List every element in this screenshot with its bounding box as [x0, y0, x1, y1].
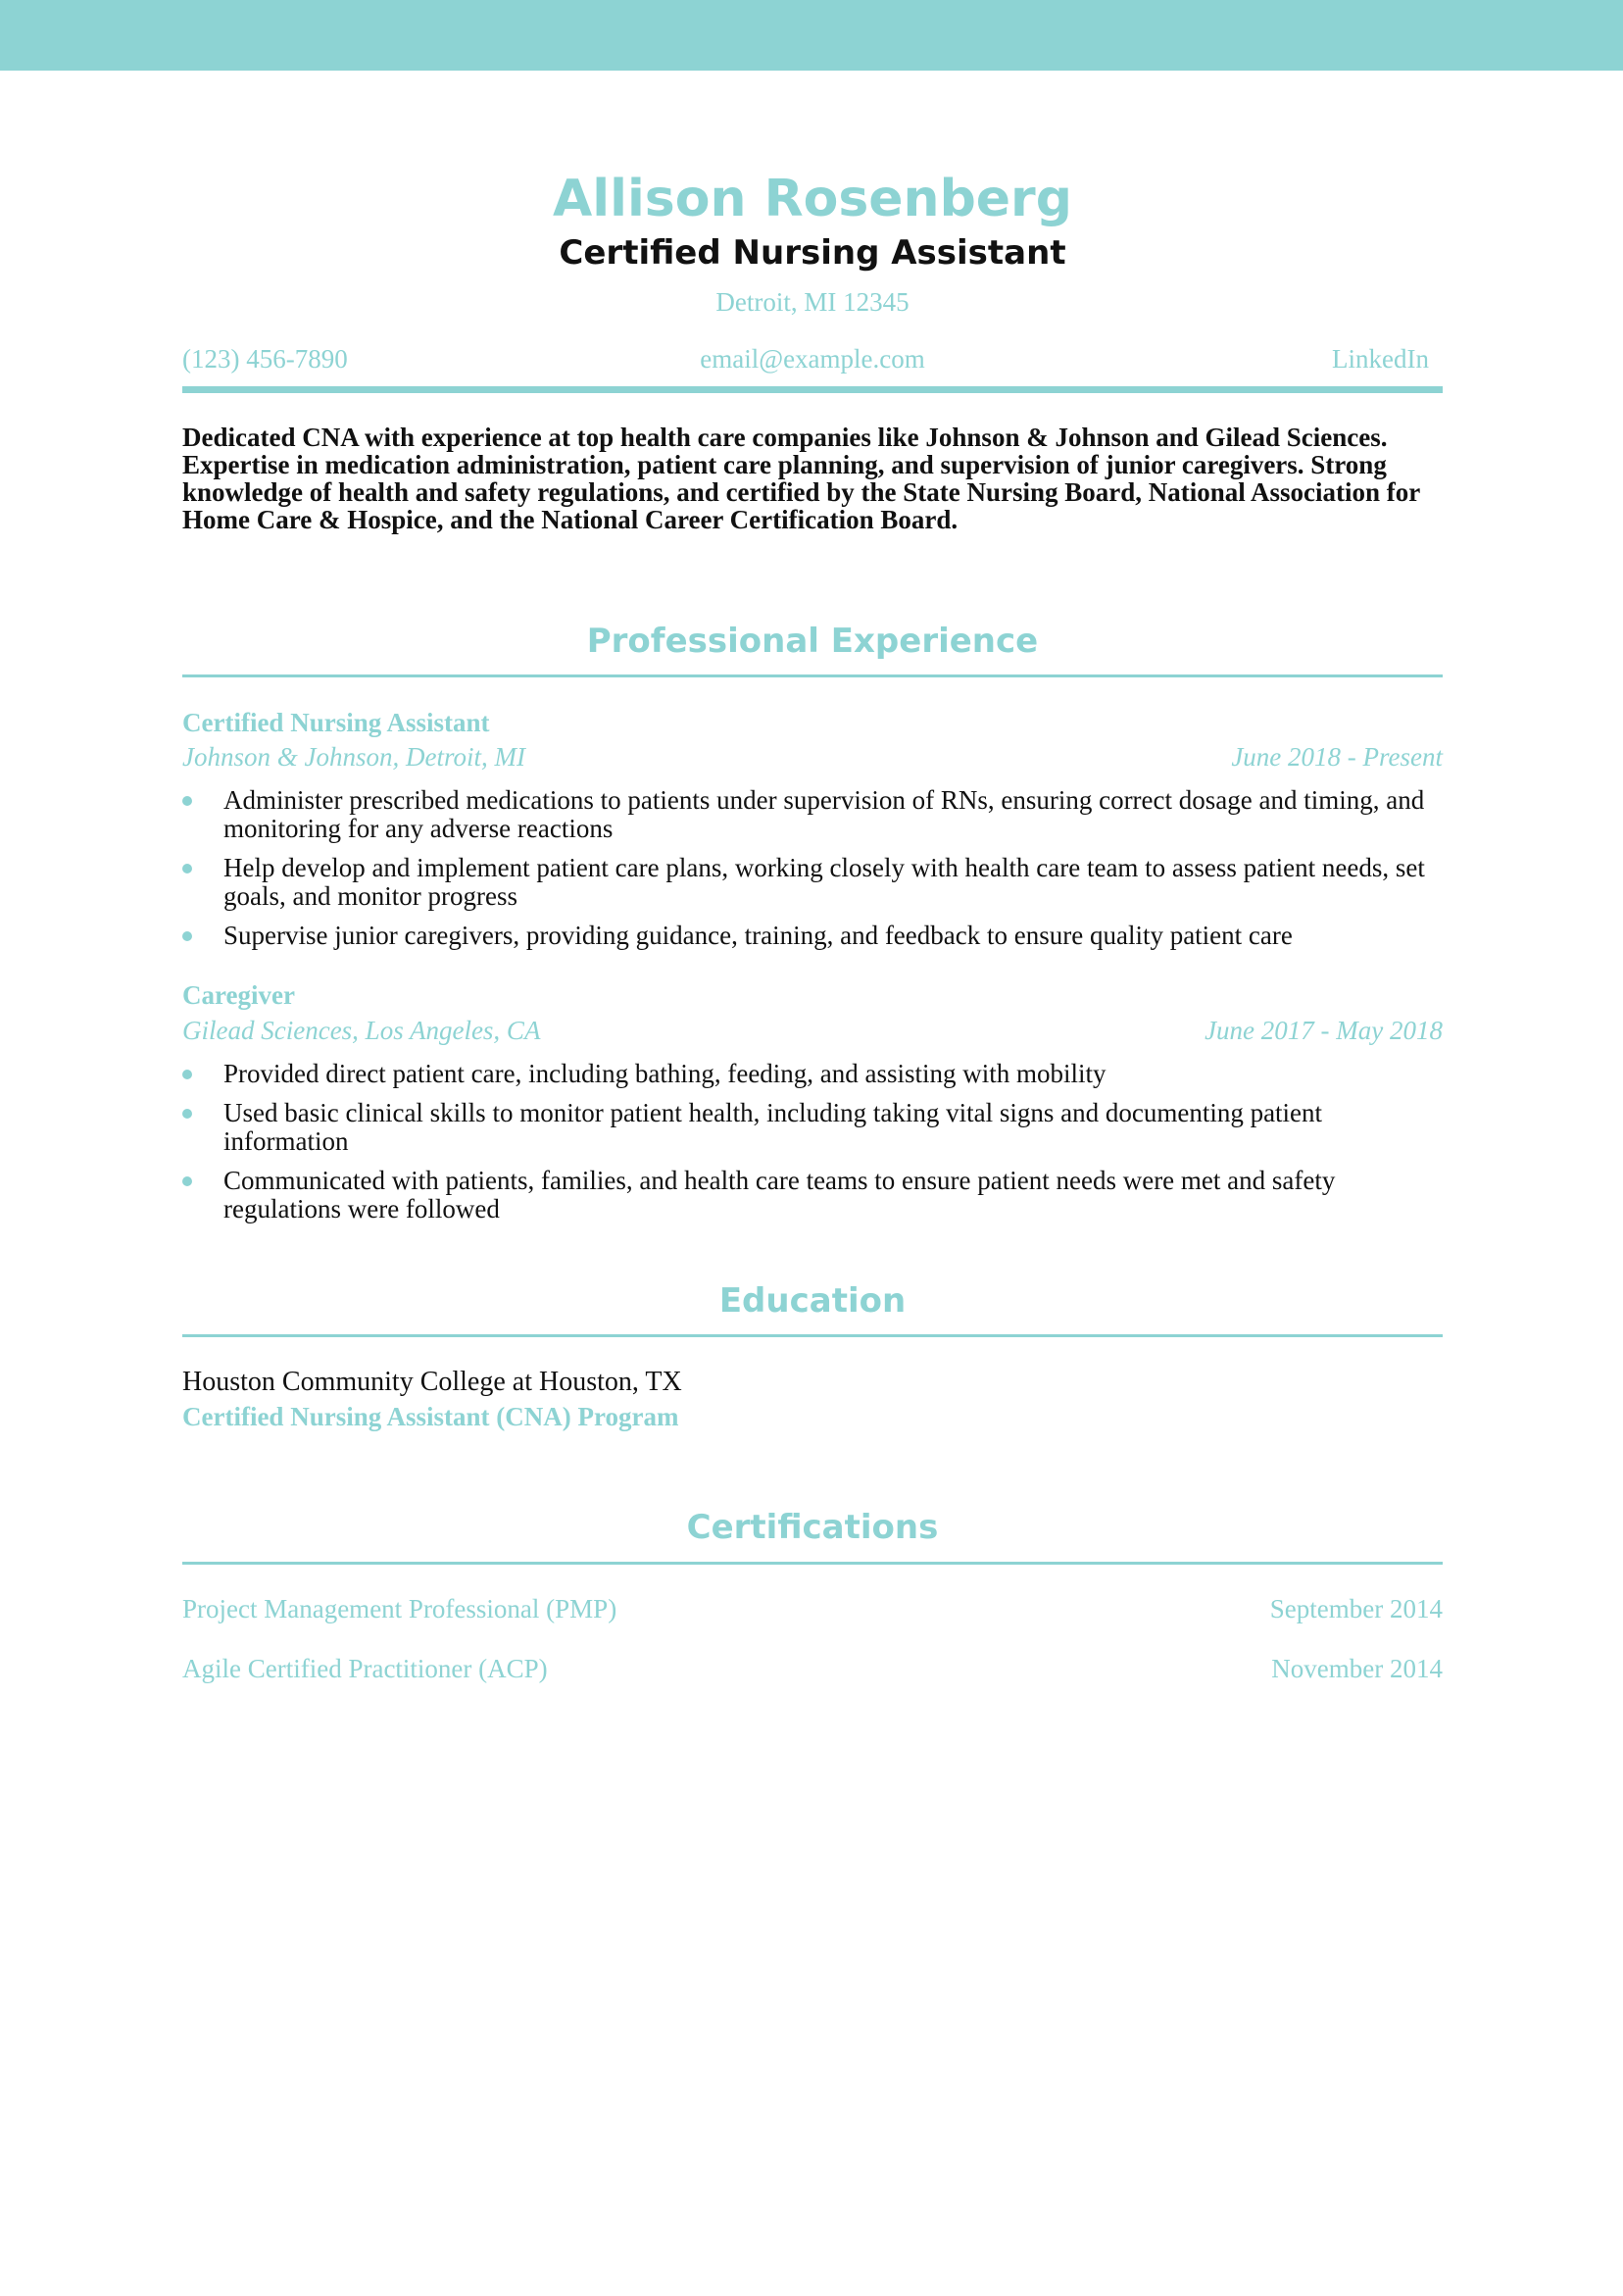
section-divider-education [182, 1334, 1443, 1337]
candidate-name: Allison Rosenberg [553, 170, 1072, 228]
bullet-dot-icon [182, 796, 192, 806]
list-item [182, 922, 1443, 950]
bullet-text: Communicated with patients, families, and health care teams to ensure patient needs were met and safety regulations were followed [223, 1166, 1336, 1223]
job-bullets [182, 1060, 1443, 1234]
bullet-dot-icon [182, 1109, 192, 1119]
bullet-dot-icon [182, 864, 192, 873]
section-divider-experience [182, 674, 1443, 677]
header-divider [182, 386, 1443, 393]
candidate-location: Detroit, MI 12345 [715, 287, 910, 317]
top-accent-band [0, 0, 1623, 71]
list-item [182, 1060, 1443, 1088]
certification-date: September 2014 [1269, 1594, 1443, 1623]
linkedin-link[interactable]: LinkedIn [1332, 344, 1429, 374]
section-heading-experience: Professional Experience [586, 622, 1039, 661]
list-item [182, 854, 1443, 911]
phone-number: (123) 456-7890 [182, 344, 348, 374]
list-item [182, 1167, 1443, 1223]
job-company: Johnson & Johnson, Detroit, MI [182, 742, 525, 772]
certification-name: Project Management Professional (PMP) [182, 1594, 617, 1623]
bullet-text: Supervise junior caregivers, providing guidance, training, and feedback to ensure quality patient care [223, 921, 1293, 950]
bullet-text: Administer prescribed medications to patients under supervision of RNs, ensuring correct dosage and timing, and monitoring for any adverse reactions [223, 785, 1425, 843]
bullet-text: Provided direct patient care, including bathing, feeding, and assisting with mobility [223, 1059, 1107, 1088]
certification-row [182, 1591, 1443, 1626]
bullet-dot-icon [182, 931, 192, 941]
job-meta [182, 1014, 1443, 1047]
contact-row [182, 341, 1443, 376]
candidate-title: Certified Nursing Assistant [559, 233, 1066, 273]
job-title: Certified Nursing Assistant [182, 708, 490, 737]
job-dates: June 2017 - May 2018 [1205, 1016, 1443, 1045]
job-dates: June 2018 - Present [1231, 742, 1443, 772]
job-title: Caregiver [182, 980, 295, 1010]
program-name: Certified Nursing Assistant (CNA) Program [182, 1402, 679, 1431]
section-divider-certifications [182, 1562, 1443, 1565]
bullet-text: Help develop and implement patient care plans, working closely with health care team to assess patient needs, set goals, and monitor progress [223, 853, 1425, 911]
certification-row [182, 1651, 1443, 1686]
summary-paragraph: Dedicated CNA with experience at top health care companies like Johnson & Johnson and Gilead Sciences. Expertise in medication administration, patient care planning, and supervision of junior caregivers. Strong knowledge of health and safety regulations, and certified by the State Nursing Board, National Association for Home Care & Hospice, and the National Career Certification Board. [182, 423, 1420, 534]
list-item [182, 786, 1443, 843]
section-heading-certifications: Certifications [686, 1508, 939, 1547]
bullet-dot-icon [182, 1070, 192, 1079]
list-item [182, 1099, 1443, 1156]
job-company: Gilead Sciences, Los Angeles, CA [182, 1016, 541, 1045]
job-bullets [182, 786, 1443, 961]
bullet-dot-icon [182, 1176, 192, 1186]
certification-name: Agile Certified Practitioner (ACP) [182, 1654, 548, 1683]
job-meta [182, 740, 1443, 774]
bullet-text: Used basic clinical skills to monitor patient health, including taking vital signs and documenting patient information [223, 1098, 1323, 1156]
email-link[interactable]: email@example.com [700, 344, 925, 374]
certification-date: November 2014 [1271, 1654, 1443, 1683]
school-name: Houston Community College at Houston, TX [182, 1367, 682, 1397]
section-heading-education: Education [718, 1281, 907, 1321]
